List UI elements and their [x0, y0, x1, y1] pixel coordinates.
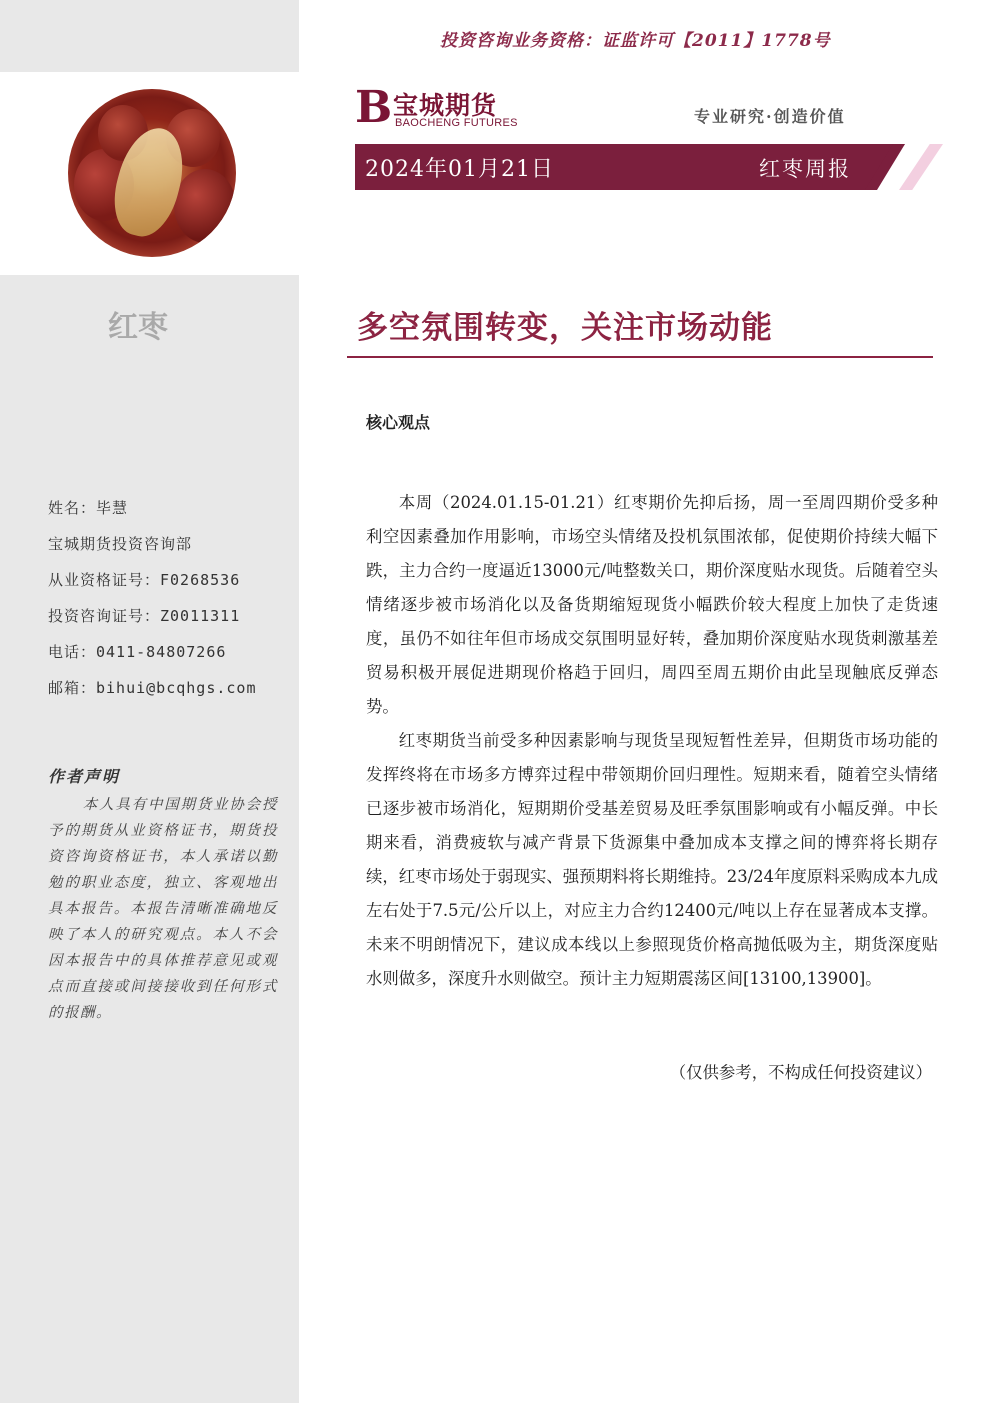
paragraph: 本周（2024.01.15-01.21）红枣期价先抑后扬，周一至周四期价受多种利空因素叠加作用影响，市场空头情绪及投机氛围浓郁，促使期价持续大幅下跌，主力合约一度逼近13000元/吨整数关口，期价深度贴水现货。后随着空头情绪逐步被市场消化以及备货期缩短现货小幅跌价较大程度上加快了走货速度，虽仍不如往年但市场成交氛围明显好转，叠加期价深度贴水现货刺激基差贸易积极开展促进期现价格趋于回归，周四至周五期价由此呈现触底反弹态势。: [366, 493, 938, 716]
qualification-text: 投资咨询业务资格：证监许可【2011】1778号: [440, 31, 831, 51]
author-statement: 本人具有中国期货业协会授予的期货从业资格证书，期货投资咨询资格证书，本人承诺以勤勉的职业态度，独立、客观地出具本报告。本报告清晰准确地反映了本人的研究观点。本人不会因本报告中的具体推荐意见或观点而直接或间接接收到任何形式的报酬。: [48, 797, 278, 1021]
author-department: 宝城期货投资咨询部: [48, 535, 193, 553]
paragraph: 红枣期货当前受多种因素影响与现货呈现短暂性差异，但期货市场功能的发挥终将在市场多方博弈过程中带领期价回归理性。短期来看，随着空头情绪已逐步被市场消化，短期期价受基差贸易及旺季氛围影响或有小幅反弹。中长期来看，消费疲软与减产背景下货源集中叠加成本支撑之间的博弈将长期存续，红枣市场处于弱现实、强预期料将长期维持。23/24年度原料采购成本九成左右处于7.5元/公斤以上，对应主力合约12400元/吨以上存在显著成本支撑。未来不明朗情况下，建议成本线以上参照现货价格高抛低吸为主，期货深度贴水则做多，深度升水则做空。预计主力短期震荡区间[13100,13900]。: [366, 731, 938, 988]
headline: 多空氛围转变，关注市场动能: [357, 310, 773, 346]
statement-title: 作者声明: [48, 767, 121, 786]
author-phone: 电话：0411-84807266: [48, 643, 227, 661]
logo-chinese-name: 宝城期货: [393, 91, 498, 120]
author-info: [48, 494, 288, 710]
sidebar-top-panel: [0, 0, 299, 72]
headline-divider: [347, 356, 933, 358]
date-banner: [355, 144, 945, 190]
product-title: 红枣: [108, 310, 168, 345]
jujube-photo: [68, 89, 236, 257]
logo-mark: B: [355, 82, 393, 133]
slogan: 专业研究·创造价值: [694, 107, 846, 126]
article-body: [366, 486, 938, 996]
author-email[interactable]: 邮箱：bihui@bcqhgs.com: [48, 679, 257, 697]
disclaimer-note: （仅供参考，不构成任何投资建议）: [669, 1063, 932, 1082]
report-date: 2024年01月21日: [365, 157, 554, 182]
author-advisory-license: 投资咨询证号：Z0011311: [48, 607, 241, 625]
section-title: 核心观点: [366, 413, 431, 432]
logo-english-name: BAOCHENG FUTURES: [395, 117, 518, 129]
author-name: 姓名：毕慧: [48, 499, 129, 517]
banner-accent-stripe: [899, 144, 943, 190]
company-logo: [355, 82, 525, 133]
jujube-shape: [174, 169, 236, 243]
author-license: 从业资格证号：F0268536: [48, 571, 241, 589]
report-type: 红枣周报: [759, 157, 851, 181]
